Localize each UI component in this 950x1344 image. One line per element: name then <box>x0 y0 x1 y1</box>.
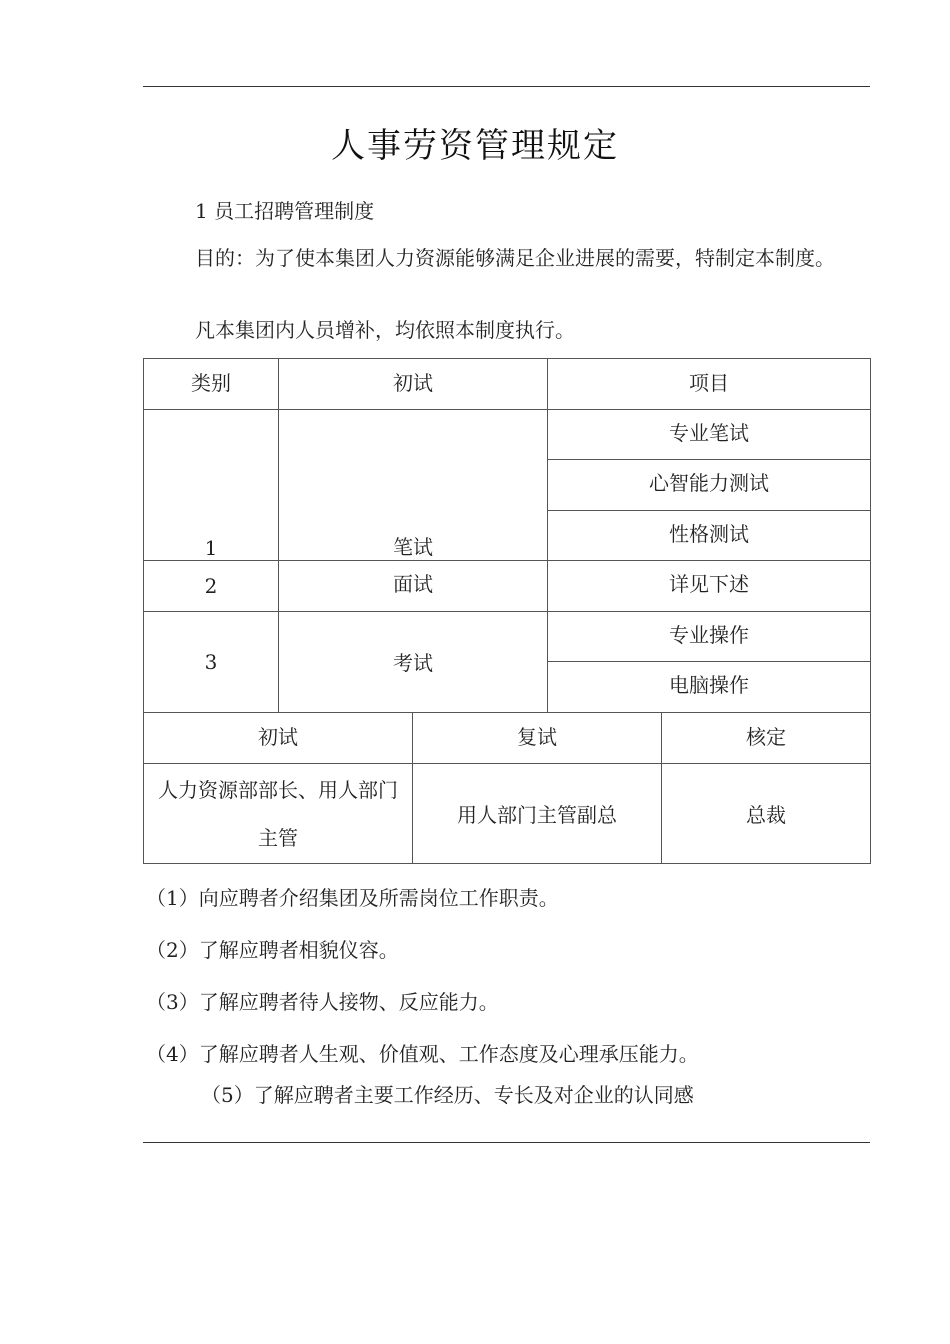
item-cell: 详见下述 <box>548 561 871 612</box>
header-category: 类别 <box>144 359 279 410</box>
interview-point: （5）了解应聘者主要工作经历、专长及对企业的认同感 <box>201 1083 694 1107</box>
second-interviewer-cell: 用人部门主管副总 <box>413 764 662 864</box>
item-cell: 电脑操作 <box>548 662 871 713</box>
header-approval: 核定 <box>662 713 871 764</box>
category-cell: 1 <box>144 409 279 561</box>
table-row <box>144 561 871 612</box>
interview-point: （2）了解应聘者相貌仪容。 <box>146 938 399 962</box>
item-cell: 性格测试 <box>548 510 871 561</box>
bottom-rule <box>143 1142 870 1143</box>
table-row <box>144 764 871 864</box>
interview-point: （4）了解应聘者人生观、价值观、工作态度及心理承压能力。 <box>146 1042 699 1066</box>
stage-cell: 考试 <box>279 611 548 712</box>
interview-point: （3）了解应聘者待人接物、反应能力。 <box>146 990 499 1014</box>
approver-cell: 总裁 <box>662 764 871 864</box>
stage-cell: 面试 <box>279 561 548 612</box>
category-cell: 2 <box>144 561 279 612</box>
table-row <box>144 409 871 460</box>
table-header-row <box>144 359 871 410</box>
purpose-paragraph: 目的：为了使本集团人力资源能够满足企业进展的需要，特制定本制度。 <box>195 246 835 270</box>
section-heading: 1 员工招聘管理制度 <box>195 199 375 223</box>
header-first-interview: 初试 <box>144 713 413 764</box>
stage-cell: 笔试 <box>279 409 548 561</box>
top-rule <box>143 86 870 87</box>
item-cell: 专业操作 <box>548 611 871 662</box>
item-cell: 心智能力测试 <box>548 460 871 511</box>
category-cell: 3 <box>144 611 279 712</box>
approval-table <box>143 712 871 864</box>
header-second-interview: 复试 <box>413 713 662 764</box>
exam-category-table <box>143 358 871 713</box>
page-title: 人事劳资管理规定 <box>331 126 619 166</box>
item-cell: 专业笔试 <box>548 409 871 460</box>
interview-point: （1）向应聘者介绍集团及所需岗位工作职责。 <box>146 886 559 910</box>
first-interviewer-cell: 人力资源部部长、用人部门主管 <box>144 764 413 864</box>
scope-paragraph: 凡本集团内人员增补，均依照本制度执行。 <box>195 318 575 342</box>
header-items: 项目 <box>548 359 871 410</box>
header-stage: 初试 <box>279 359 548 410</box>
table-row <box>144 611 871 662</box>
table-header-row <box>144 713 871 764</box>
